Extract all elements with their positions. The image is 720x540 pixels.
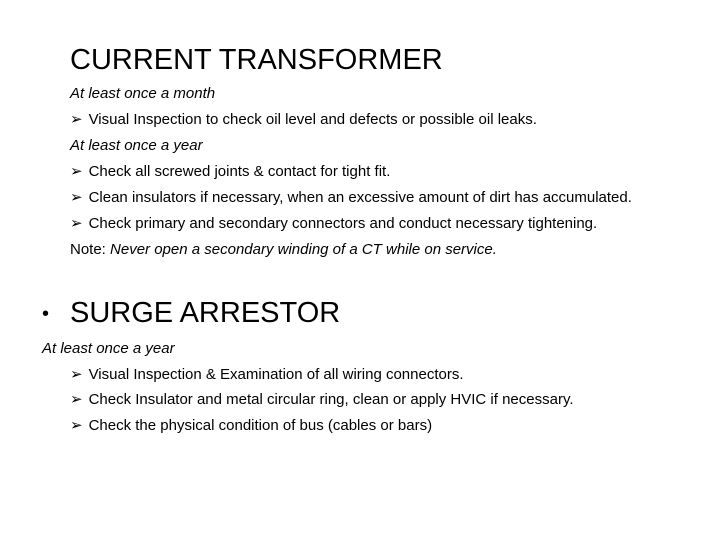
sa-title: SURGE ARRESTOR bbox=[70, 297, 341, 329]
ct-item-connectors bbox=[70, 216, 597, 231]
ct-item-screwed-joints bbox=[70, 164, 390, 179]
sa-item-bus-condition bbox=[70, 418, 432, 433]
ct-item-text: Check all screwed joints & contact for tight fit. bbox=[88, 163, 391, 180]
arrow-bullet-icon: ➢ bbox=[70, 189, 83, 206]
sa-item-wiring bbox=[70, 367, 464, 382]
bullet-icon: • bbox=[42, 303, 50, 326]
arrow-bullet-icon: ➢ bbox=[70, 163, 83, 180]
ct-frequency-year: At least once a year bbox=[70, 137, 203, 154]
sa-frequency-year: At least once a year bbox=[42, 340, 175, 357]
sa-item-text: Check the physical condition of bus (cables or bars) bbox=[88, 417, 433, 434]
ct-title: CURRENT TRANSFORMER bbox=[70, 44, 443, 76]
sa-item-text: Visual Inspection & Examination of all wiring connectors. bbox=[88, 366, 464, 383]
ct-item-clean-insulators bbox=[70, 190, 632, 205]
arrow-bullet-icon: ➢ bbox=[70, 111, 83, 128]
ct-item-text: Clean insulators if necessary, when an excessive amount of dirt has accumulated. bbox=[88, 189, 632, 206]
ct-note bbox=[70, 242, 497, 257]
ct-note-label: Note: bbox=[70, 241, 111, 258]
arrow-bullet-icon: ➢ bbox=[70, 391, 83, 408]
sa-item-insulator bbox=[70, 392, 574, 407]
ct-item-text: Check primary and secondary connectors and conduct necessary tightening. bbox=[88, 215, 598, 232]
ct-item-oil-inspection bbox=[70, 112, 537, 127]
ct-note-text: Never open a secondary winding of a CT while on service. bbox=[110, 241, 497, 258]
arrow-bullet-icon: ➢ bbox=[70, 366, 83, 383]
ct-frequency-month: At least once a month bbox=[70, 85, 216, 102]
sa-heading bbox=[42, 299, 340, 328]
arrow-bullet-icon: ➢ bbox=[70, 215, 83, 232]
arrow-bullet-icon: ➢ bbox=[70, 417, 83, 434]
ct-item-text: Visual Inspection to check oil level and defects or possible oil leaks. bbox=[88, 111, 537, 128]
sa-item-text: Check Insulator and metal circular ring, clean or apply HVIC if necessary. bbox=[88, 391, 574, 408]
